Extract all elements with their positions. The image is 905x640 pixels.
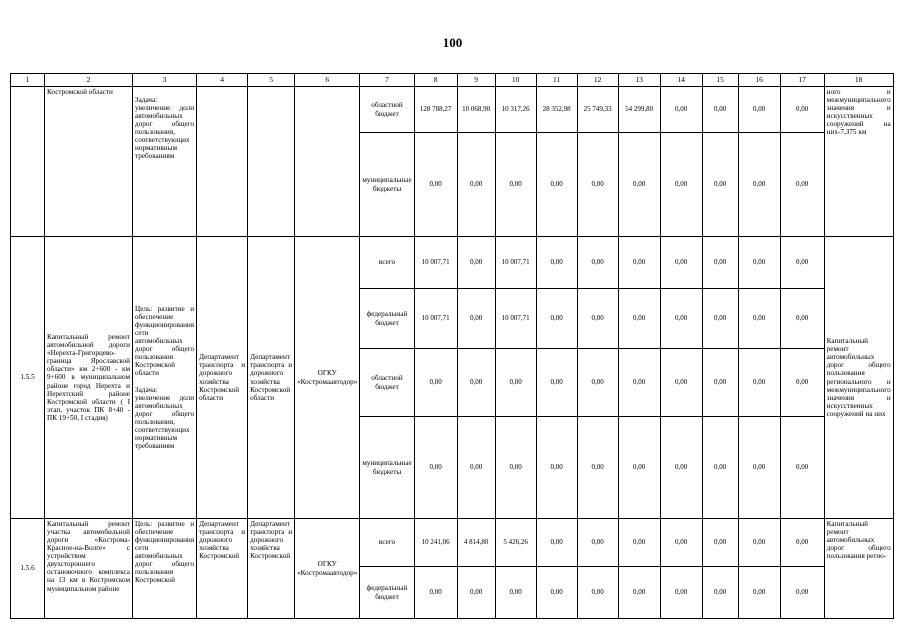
value-cell: 0,00 bbox=[702, 567, 738, 619]
value-cell: 28 352,98 bbox=[536, 87, 577, 133]
coexecutor-cell: Департамент транспорта и дорожного хозяйства Костромской области bbox=[197, 237, 248, 519]
value-cell: 10 007,71 bbox=[414, 289, 457, 349]
value-cell: 0,00 bbox=[618, 417, 660, 519]
row-number-cell: 1.5.6 bbox=[11, 519, 45, 619]
value-cell: 0,00 bbox=[577, 133, 618, 237]
column-number-cell: 13 bbox=[618, 74, 660, 87]
value-cell: 0,00 bbox=[577, 519, 618, 567]
column-number-cell: 10 bbox=[495, 74, 536, 87]
value-cell: 0,00 bbox=[457, 417, 495, 519]
value-cell: 0,00 bbox=[738, 87, 780, 133]
value-cell: 0,00 bbox=[780, 349, 824, 417]
value-cell: 0,00 bbox=[660, 417, 702, 519]
value-cell: 4 814,80 bbox=[457, 519, 495, 567]
value-cell: 0,00 bbox=[780, 237, 824, 289]
source-cell: всего bbox=[360, 237, 414, 289]
source-cell: федеральный бюджет bbox=[360, 567, 414, 619]
value-cell: 0,00 bbox=[457, 289, 495, 349]
value-cell: 0,00 bbox=[414, 567, 457, 619]
value-cell: 0,00 bbox=[738, 349, 780, 417]
value-cell: 0,00 bbox=[536, 519, 577, 567]
measure-name-cell: Капитальный ремонт участка автомобильной дороги «Кострома-Красное-на-Волге» с устройством двухстороннего остановочного комплекса на 13 км в Костромском муниципальном районе bbox=[45, 519, 133, 619]
value-cell: 0,00 bbox=[702, 133, 738, 237]
value-cell: 54 299,80 bbox=[618, 87, 660, 133]
goal-cell: Цель: развитие и обеспечение функционирования сети автомобильных дорог общего пользования Костромской области Задача: увеличение доли автомобильных дорог общего пользования, соответствующих нормативным требованиям bbox=[133, 237, 197, 519]
source-cell: областной бюджет bbox=[360, 349, 414, 417]
value-cell: 0,00 bbox=[660, 289, 702, 349]
executor-cell: ОГКУ «Костромаавтодор» bbox=[295, 237, 360, 519]
row-number-cell: 1.5.5 bbox=[11, 237, 45, 519]
value-cell: 0,00 bbox=[414, 133, 457, 237]
source-cell: областной бюджет bbox=[360, 87, 414, 133]
program-table bbox=[10, 73, 894, 619]
column-number-cell: 4 bbox=[197, 74, 248, 87]
goal-cell bbox=[133, 87, 197, 237]
value-cell: 10 007,71 bbox=[495, 289, 536, 349]
table-row bbox=[11, 519, 894, 567]
result-cell: Капитальный ремонт автомобильных дорог общего пользования регионального и межмуниципального значения и искусственных сооружений на них bbox=[824, 237, 893, 519]
value-cell: 0,00 bbox=[618, 567, 660, 619]
value-cell: 10 007,71 bbox=[495, 237, 536, 289]
value-cell: 0,00 bbox=[660, 133, 702, 237]
column-number-cell: 2 bbox=[45, 74, 133, 87]
value-cell: 0,00 bbox=[618, 133, 660, 237]
value-cell: 0,00 bbox=[414, 349, 457, 417]
value-cell: 128 788,27 bbox=[414, 87, 457, 133]
value-cell: 0,00 bbox=[577, 289, 618, 349]
value-cell: 0,00 bbox=[577, 567, 618, 619]
responsible-cell: Департамент транспорта и дорожного хозяйства Костромской области bbox=[248, 237, 295, 519]
value-cell: 0,00 bbox=[577, 237, 618, 289]
column-number-cell: 1 bbox=[11, 74, 45, 87]
value-cell: 0,00 bbox=[660, 237, 702, 289]
table-row bbox=[11, 237, 894, 289]
value-cell: 0,00 bbox=[702, 417, 738, 519]
value-cell: 0,00 bbox=[536, 133, 577, 237]
table-row bbox=[11, 87, 894, 133]
result-cell: Капитальный ремонт автомобильных дорог общего пользования регио- bbox=[824, 519, 893, 619]
column-number-cell: 7 bbox=[360, 74, 414, 87]
column-number-cell: 17 bbox=[780, 74, 824, 87]
value-cell: 0,00 bbox=[738, 237, 780, 289]
goal-cell: Цель: развитие и обеспечение функционирования сети автомобильных дорог общего пользования Костромской bbox=[133, 519, 197, 619]
source-cell: муниципальные бюджеты bbox=[360, 133, 414, 237]
source-cell: муниципальные бюджеты bbox=[360, 417, 414, 519]
column-number-cell: 18 bbox=[824, 74, 893, 87]
value-cell: 0,00 bbox=[618, 519, 660, 567]
coexecutor-cell: Департамент транспорта и дорожного хозяйства Костромской bbox=[197, 519, 248, 619]
value-cell: 10 241,06 bbox=[414, 519, 457, 567]
column-number-cell: 5 bbox=[248, 74, 295, 87]
value-cell: 0,00 bbox=[780, 87, 824, 133]
measure-name-cell: Капитальный ремонт автомобильной дороги «Нерехта-Григорцево-граница Ярославской области» км 2+600 - км 9+600 в муниципальном районе город Нерехта и Нерехтский районе Костромской области ( I этап, участок ПК 8+40 - ПК 19+50, I стадия) bbox=[45, 237, 133, 519]
value-cell: 0,00 bbox=[457, 237, 495, 289]
measure-name-cell: Костромской области bbox=[45, 87, 133, 237]
value-cell: 0,00 bbox=[457, 133, 495, 237]
column-number-cell: 15 bbox=[702, 74, 738, 87]
value-cell: 0,00 bbox=[738, 289, 780, 349]
value-cell: 0,00 bbox=[618, 237, 660, 289]
column-number-cell: 9 bbox=[457, 74, 495, 87]
value-cell: 0,00 bbox=[702, 519, 738, 567]
page-number: 100 bbox=[442, 35, 463, 50]
value-cell: 0,00 bbox=[577, 417, 618, 519]
responsible-cell: Департамент транспорта и дорожного хозяйства Костромской bbox=[248, 519, 295, 619]
responsible-cell bbox=[248, 87, 295, 237]
executor-cell: ОГКУ «Костромаавтодор» bbox=[295, 519, 360, 619]
value-cell: 0,00 bbox=[738, 417, 780, 519]
value-cell: 0,00 bbox=[702, 289, 738, 349]
source-cell: всего bbox=[360, 519, 414, 567]
column-number-cell: 8 bbox=[414, 74, 457, 87]
value-cell: 0,00 bbox=[738, 133, 780, 237]
value-cell: 0,00 bbox=[536, 417, 577, 519]
coexecutor-cell bbox=[197, 87, 248, 237]
value-cell: 0,00 bbox=[536, 349, 577, 417]
value-cell: 0,00 bbox=[457, 567, 495, 619]
value-cell: 5 426,26 bbox=[495, 519, 536, 567]
value-cell: 0,00 bbox=[702, 237, 738, 289]
value-cell: 0,00 bbox=[780, 289, 824, 349]
value-cell: 0,00 bbox=[495, 417, 536, 519]
value-cell: 10 317,26 bbox=[495, 87, 536, 133]
value-cell: 0,00 bbox=[495, 349, 536, 417]
value-cell: 0,00 bbox=[660, 87, 702, 133]
value-cell: 0,00 bbox=[660, 567, 702, 619]
column-number-cell: 16 bbox=[738, 74, 780, 87]
value-cell: 0,00 bbox=[536, 237, 577, 289]
value-cell: 10 007,71 bbox=[414, 237, 457, 289]
value-cell: 0,00 bbox=[577, 349, 618, 417]
value-cell: 0,00 bbox=[660, 519, 702, 567]
result-cell: ного и межмуниципального значения и искусственных сооружений на них-7,375 км bbox=[824, 87, 893, 237]
value-cell: 0,00 bbox=[780, 567, 824, 619]
value-cell: 0,00 bbox=[536, 567, 577, 619]
value-cell: 0,00 bbox=[738, 567, 780, 619]
value-cell: 0,00 bbox=[780, 133, 824, 237]
value-cell: 0,00 bbox=[780, 519, 824, 567]
column-number-row bbox=[11, 74, 894, 87]
value-cell: 25 749,33 bbox=[577, 87, 618, 133]
value-cell: 0,00 bbox=[536, 289, 577, 349]
value-cell: 0,00 bbox=[618, 289, 660, 349]
value-cell: 0,00 bbox=[702, 87, 738, 133]
column-number-cell: 14 bbox=[660, 74, 702, 87]
column-number-cell: 3 bbox=[133, 74, 197, 87]
executor-cell bbox=[295, 87, 360, 237]
value-cell: 0,00 bbox=[618, 349, 660, 417]
column-number-cell: 11 bbox=[536, 74, 577, 87]
value-cell: 0,00 bbox=[738, 519, 780, 567]
value-cell: 0,00 bbox=[495, 567, 536, 619]
value-cell: 0,00 bbox=[457, 349, 495, 417]
source-cell: федеральный бюджет bbox=[360, 289, 414, 349]
value-cell: 0,00 bbox=[660, 349, 702, 417]
row-number-cell bbox=[11, 87, 45, 237]
goal-text: Задача: увеличение доли автомобильных дорог общего пользования, соответствующих нормативным требованиям bbox=[135, 96, 195, 161]
value-cell: 0,00 bbox=[495, 133, 536, 237]
value-cell: 0,00 bbox=[780, 417, 824, 519]
value-cell: 10 068,90 bbox=[457, 87, 495, 133]
value-cell: 0,00 bbox=[702, 349, 738, 417]
value-cell: 0,00 bbox=[414, 417, 457, 519]
column-number-cell: 6 bbox=[295, 74, 360, 87]
column-number-cell: 12 bbox=[577, 74, 618, 87]
